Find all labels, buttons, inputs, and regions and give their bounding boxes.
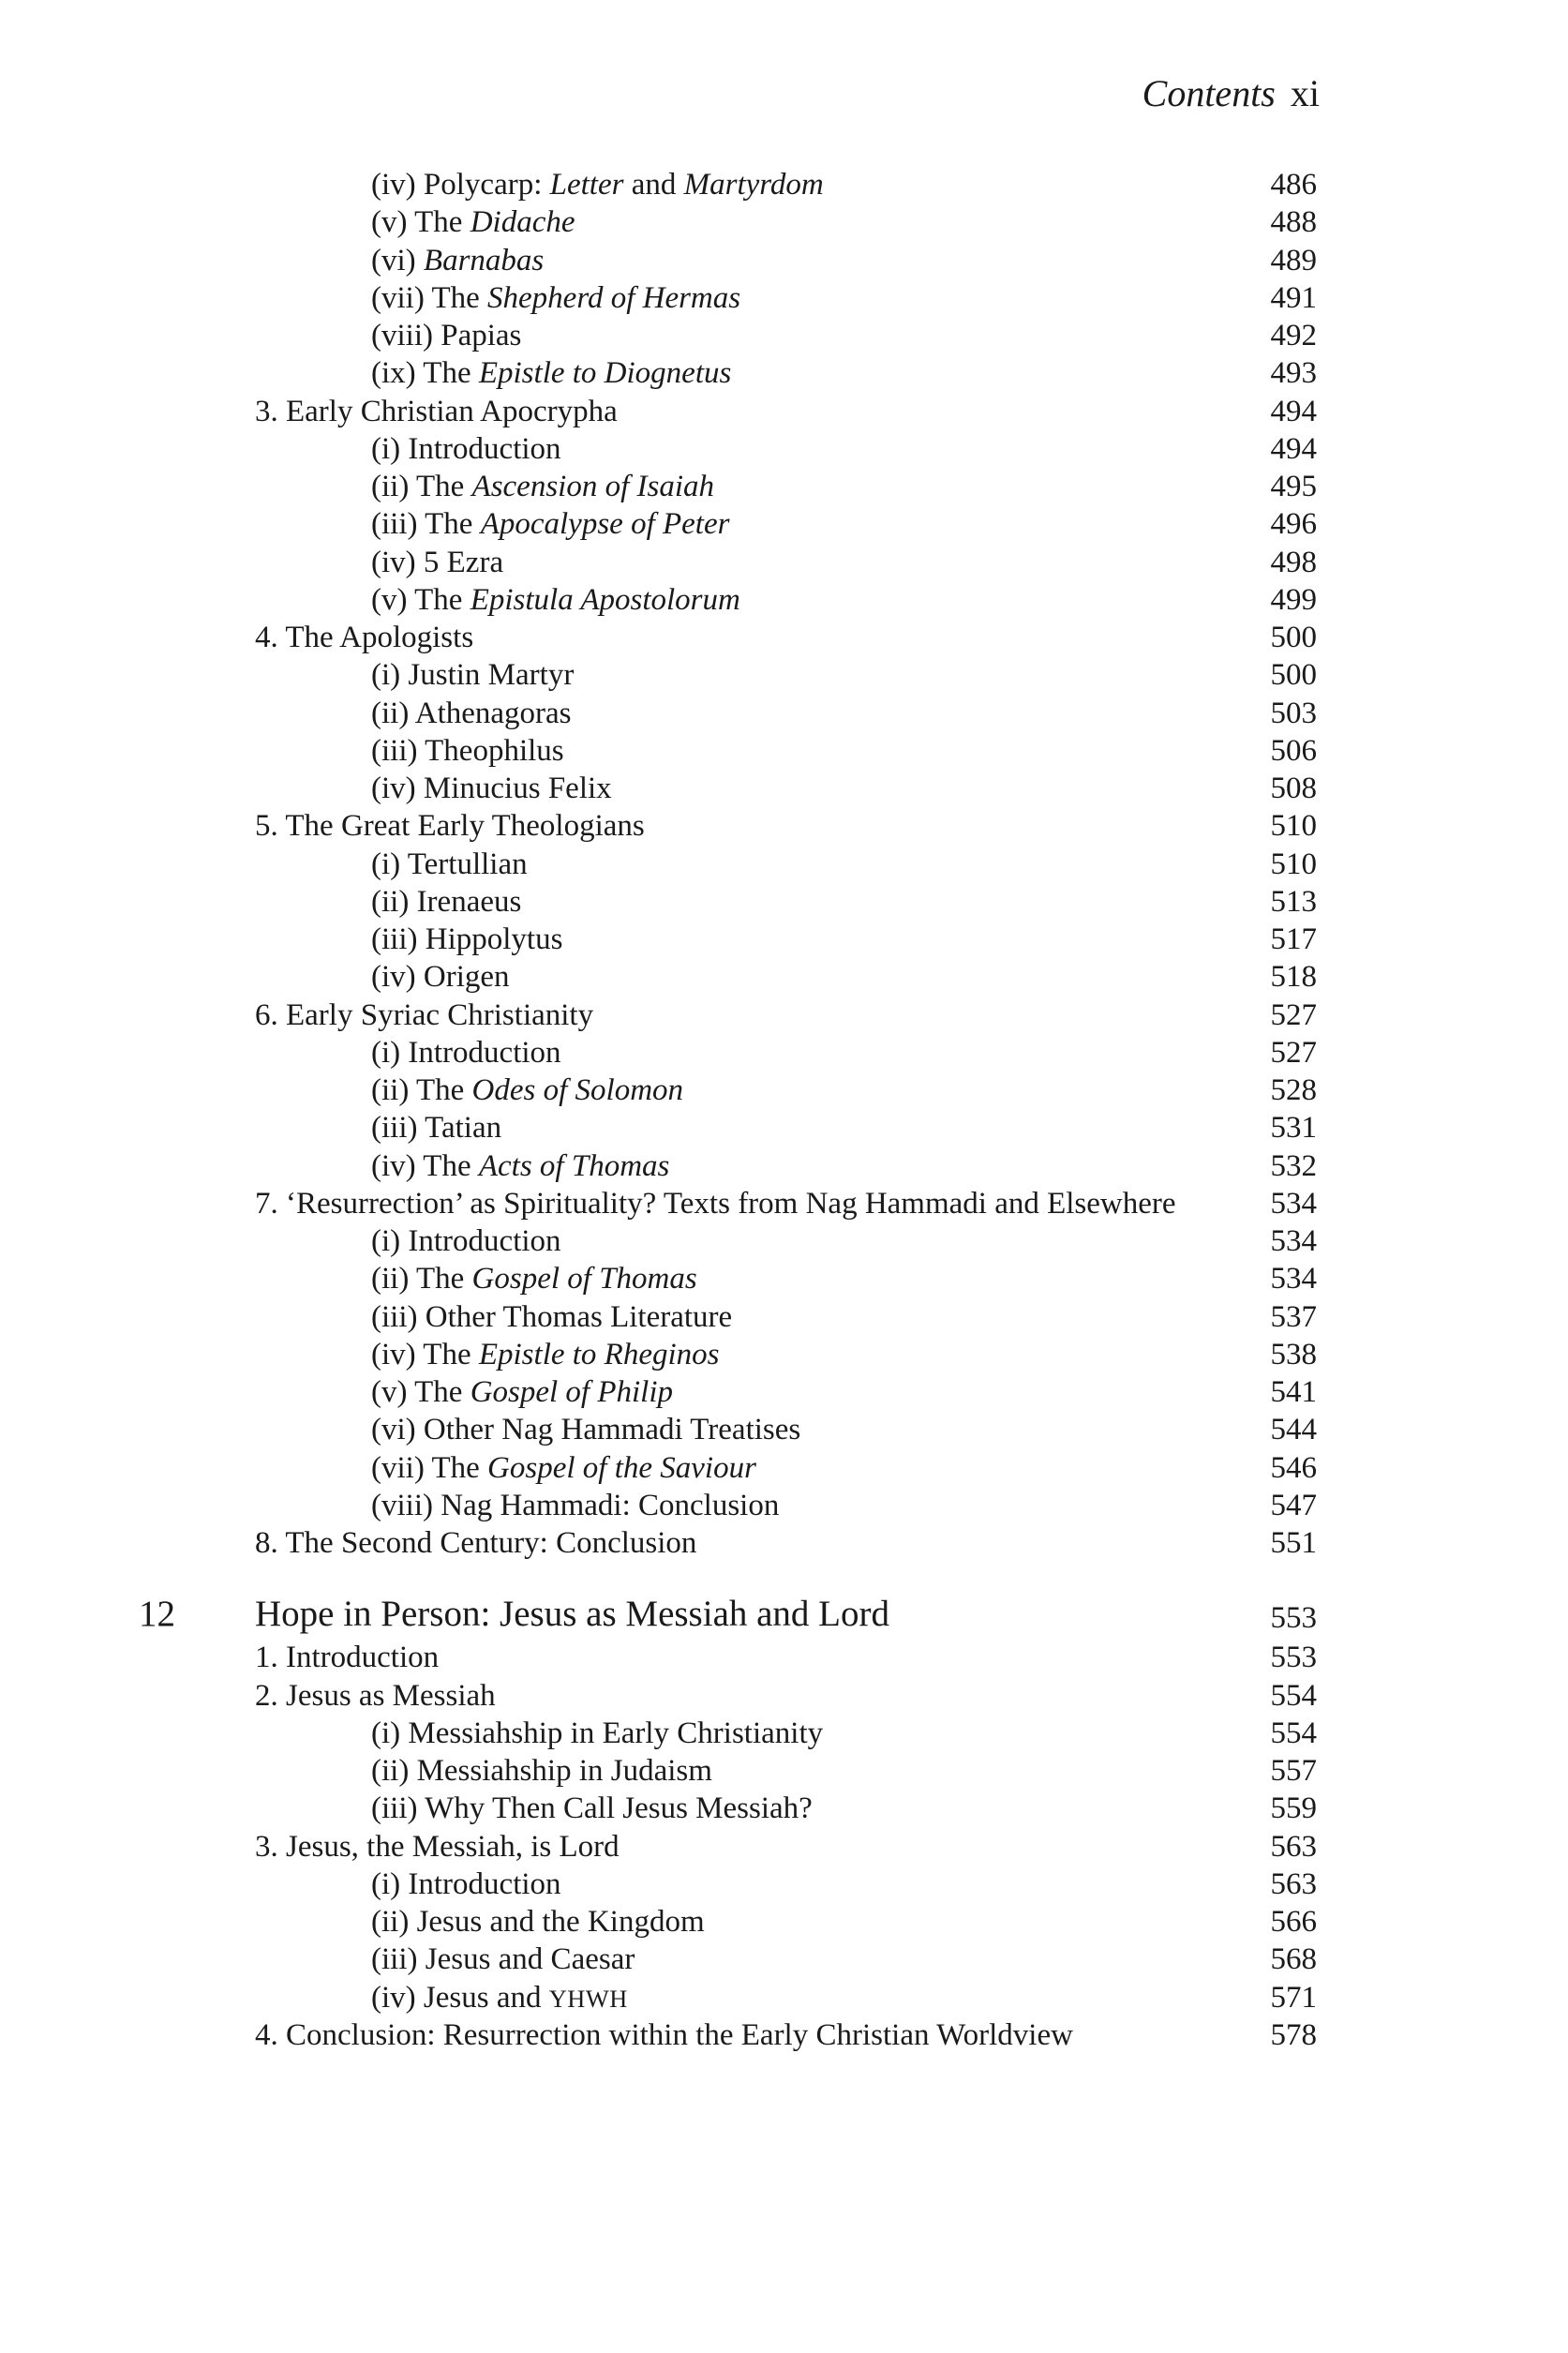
toc-page-number: 534 <box>1270 1262 1317 1296</box>
toc-page-number: 518 <box>1270 960 1317 995</box>
toc-entry-title <box>371 1903 705 1941</box>
toc-entry-title <box>371 354 731 392</box>
running-head <box>1142 71 1320 115</box>
toc-page-number: 510 <box>1270 809 1317 844</box>
toc-page-number: 546 <box>1270 1450 1317 1485</box>
toc-page-number: 492 <box>1270 319 1317 352</box>
title-segment: and <box>623 168 684 202</box>
toc-page-number: 494 <box>1270 394 1317 428</box>
toc-entry-title <box>371 883 521 921</box>
italic-title-segment: Acts of Thomas <box>478 1148 670 1183</box>
title-segment: (ix) The <box>371 356 479 391</box>
toc-entry-row <box>0 581 1568 619</box>
title-segment: (iv) The <box>371 1337 479 1371</box>
toc-page-number: 498 <box>1270 545 1317 579</box>
toc-entry-row <box>0 1790 1568 1827</box>
toc-entry-title <box>255 393 618 430</box>
title-segment: (v) The <box>371 582 470 617</box>
toc-entry-title <box>371 1487 779 1524</box>
toc-entry-row <box>0 1487 1568 1524</box>
toc-page-number: 500 <box>1270 621 1317 654</box>
title-segment: (i) Introduction <box>371 431 561 466</box>
title-segment: (ii) Messiahship in Judaism <box>371 1754 712 1788</box>
toc-page-number: 489 <box>1270 243 1317 277</box>
title-segment: (iii) Why Then Call Jesus Messiah? <box>371 1791 813 1826</box>
toc-page-number: 503 <box>1270 696 1317 730</box>
toc-entry-row <box>0 1147 1568 1185</box>
toc-entry-row <box>0 468 1568 505</box>
title-segment: (i) Introduction <box>371 1035 561 1070</box>
toc-page-number: 506 <box>1270 733 1317 768</box>
toc-page-number: 532 <box>1270 1148 1317 1183</box>
toc-entry-title <box>255 1677 496 1715</box>
toc-page-number: 554 <box>1270 1716 1317 1750</box>
title-segment: 4. Conclusion: Resurrection within the Early Christian Worldview <box>255 2017 1073 2052</box>
toc-page-number: 491 <box>1270 280 1317 315</box>
toc-entry-row <box>0 1715 1568 1752</box>
italic-title-segment: Gospel of the Saviour <box>487 1450 756 1485</box>
toc-page-number: 528 <box>1270 1073 1317 1107</box>
title-segment: (vii) The <box>371 280 488 315</box>
toc-entry-title <box>371 1752 712 1790</box>
chapter-title <box>255 1590 889 1639</box>
toc-entry-row <box>0 1298 1568 1336</box>
toc-entry-row <box>0 1260 1568 1297</box>
title-segment: 2. Jesus as Messiah <box>255 1678 496 1713</box>
title-segment: (i) Tertullian <box>371 847 528 881</box>
title-segment: 3. Early Christian Apocrypha <box>255 394 618 428</box>
toc-entry-title <box>371 1109 501 1147</box>
toc-entry-title <box>371 770 612 807</box>
title-segment: (vii) The <box>371 1450 488 1485</box>
toc-entry-row <box>0 166 1568 203</box>
toc-entry-row <box>0 242 1568 279</box>
title-segment: (iv) Origen <box>371 960 510 995</box>
toc-page-number: 559 <box>1270 1791 1317 1826</box>
title-segment: (v) The <box>371 205 470 240</box>
toc-page-number: 488 <box>1270 205 1317 240</box>
toc-chapter-row <box>0 1590 1568 1639</box>
toc-entry-title <box>371 846 528 883</box>
title-segment: (ii) Jesus and the Kingdom <box>371 1905 705 1939</box>
title-segment: (ii) Athenagoras <box>371 696 572 730</box>
italic-title-segment: Letter <box>549 168 624 202</box>
toc-entry-row <box>0 544 1568 581</box>
toc-entry-row <box>0 1828 1568 1866</box>
toc-entry-title <box>255 1524 696 1562</box>
toc-entry-title <box>371 1336 720 1373</box>
toc-entry-row <box>0 1072 1568 1109</box>
toc-entry-title <box>255 2016 1073 2054</box>
toc-entry-row <box>0 430 1568 468</box>
toc-entry-row <box>0 1185 1568 1222</box>
toc-entry-title <box>371 958 510 996</box>
title-segment: 7. ‘Resurrection’ as Spirituality? Texts from Nag Hammadi and Elsewhere <box>255 1186 1176 1221</box>
toc-entry-row <box>0 317 1568 354</box>
toc-entry-title <box>371 1790 813 1827</box>
toc-page-number: 566 <box>1270 1905 1317 1939</box>
toc-page-number: 578 <box>1270 2017 1317 2052</box>
toc-entry-title <box>371 468 714 505</box>
italic-title-segment: Epistle to Diognetus <box>478 356 732 391</box>
title-segment: (iii) Hippolytus <box>371 922 563 956</box>
toc-entry-row <box>0 2016 1568 2054</box>
toc-entry-title <box>371 732 564 770</box>
title-segment: (vi) Other Nag Hammadi Treatises <box>371 1413 801 1447</box>
toc-entry-title <box>371 166 824 203</box>
toc-page-number: 527 <box>1270 997 1317 1032</box>
toc-entry-row <box>0 1752 1568 1790</box>
toc-entry-title <box>371 656 574 694</box>
toc-entry-title <box>371 581 740 619</box>
toc-page-number: 538 <box>1270 1337 1317 1371</box>
title-segment: (iii) The <box>371 507 481 542</box>
toc-entry-title <box>371 544 503 581</box>
toc-page-number: 508 <box>1270 772 1317 805</box>
toc-entry-row <box>0 1411 1568 1448</box>
title-segment: (i) Messiahship in Early Christianity <box>371 1716 824 1750</box>
toc-entry-title <box>371 1715 823 1752</box>
toc-entry-title <box>371 505 729 543</box>
toc-entry-row <box>0 1524 1568 1562</box>
toc-page-number: 513 <box>1270 884 1317 919</box>
toc-entry-row <box>0 883 1568 921</box>
title-segment: (i) Introduction <box>371 1224 561 1258</box>
chapter-number: 12 <box>139 1594 175 1635</box>
toc-entry-title <box>255 997 593 1034</box>
toc-entry-title <box>371 1411 800 1448</box>
title-segment: (ii) The <box>371 470 472 503</box>
toc-entry-row <box>0 1677 1568 1715</box>
toc-page-number: 534 <box>1270 1224 1317 1258</box>
title-segment: (iv) Minucius Felix <box>371 772 612 805</box>
title-segment: (ii) Irenaeus <box>371 884 522 919</box>
toc-page-number: 493 <box>1270 356 1317 391</box>
toc-page-number: 494 <box>1270 431 1317 466</box>
toc-page-number: 496 <box>1270 507 1317 542</box>
italic-title-segment: Odes of Solomon <box>471 1073 684 1107</box>
toc-entry-row <box>0 1903 1568 1941</box>
toc-entry-row <box>0 203 1568 241</box>
title-segment: 1. Introduction <box>255 1641 440 1675</box>
title-segment: (i) Justin Martyr <box>371 658 575 693</box>
toc-entry-title <box>371 1034 561 1072</box>
toc-page-number: 554 <box>1270 1678 1317 1713</box>
toc-page-number: 537 <box>1270 1299 1317 1334</box>
toc-page-number: 544 <box>1270 1413 1317 1447</box>
title-segment: (iii) Other Thomas Literature <box>371 1299 733 1334</box>
toc-entry-row <box>0 1222 1568 1260</box>
toc-entry-title <box>371 1260 697 1297</box>
table-of-contents <box>0 166 1568 2054</box>
title-segment: 8. The Second Century: Conclusion <box>255 1526 697 1560</box>
title-segment: (iv) The <box>371 1148 479 1183</box>
italic-title-segment: Didache <box>470 205 575 240</box>
toc-entry-title <box>371 1222 561 1260</box>
title-segment: (iv) 5 Ezra <box>371 545 504 579</box>
toc-entry-title <box>371 695 572 732</box>
toc-page-number: 553 <box>1270 1601 1317 1636</box>
toc-entry-title <box>371 1866 561 1903</box>
toc-entry-row <box>0 393 1568 430</box>
toc-entry-row <box>0 1034 1568 1072</box>
toc-page-number: 553 <box>1270 1641 1317 1675</box>
toc-entry-row <box>0 354 1568 392</box>
toc-entry-row <box>0 505 1568 543</box>
toc-entry-row <box>0 656 1568 694</box>
toc-entry-title <box>371 1072 683 1109</box>
title-segment: 4. The Apologists <box>255 621 474 654</box>
title-segment: (ii) The <box>371 1262 472 1296</box>
italic-title-segment: Epistle to Rheginos <box>478 1337 720 1371</box>
toc-page-number: 568 <box>1270 1942 1317 1977</box>
running-head-page-number: xi <box>1290 72 1320 114</box>
toc-page-number: 500 <box>1270 658 1317 693</box>
toc-entry-row <box>0 1979 1568 2016</box>
toc-entry-title <box>371 1979 628 2017</box>
title-segment: (viii) Nag Hammadi: Conclusion <box>371 1488 780 1522</box>
toc-page-number: 563 <box>1270 1866 1317 1901</box>
title-segment: YHWH <box>548 1984 628 2013</box>
toc-entry-title <box>371 317 521 354</box>
toc-entry-row <box>0 807 1568 845</box>
italic-title-segment: Apocalypse of Peter <box>480 507 730 542</box>
toc-entry-title <box>371 1298 732 1336</box>
toc-entry-title <box>371 1941 635 1978</box>
title-segment: (iv) Polycarp: <box>371 168 550 202</box>
italic-title-segment: Ascension of Isaiah <box>471 470 715 503</box>
toc-entry-title <box>371 1373 673 1411</box>
title-segment: (iii) Tatian <box>371 1111 502 1146</box>
toc-entry-title <box>255 1828 620 1866</box>
title-segment: (v) The <box>371 1375 470 1409</box>
toc-page-number: 547 <box>1270 1488 1317 1522</box>
toc-entry-row <box>0 1639 1568 1676</box>
toc-entry-row <box>0 1449 1568 1487</box>
toc-entry-row <box>0 1109 1568 1147</box>
toc-entry-title <box>371 242 544 279</box>
title-segment: (i) Introduction <box>371 1866 561 1901</box>
title-segment: (iii) Jesus and Caesar <box>371 1942 635 1977</box>
toc-entry-row <box>0 770 1568 807</box>
toc-entry-row <box>0 921 1568 958</box>
italic-title-segment: Gospel of Thomas <box>471 1262 697 1296</box>
toc-page-number: 563 <box>1270 1829 1317 1864</box>
toc-entry-title <box>255 1639 439 1676</box>
title-segment: Hope in Person: Jesus as Messiah and Lord <box>255 1594 889 1635</box>
title-segment: (viii) Papias <box>371 319 522 352</box>
title-segment: (ii) The <box>371 1073 472 1107</box>
title-segment: 6. Early Syriac Christianity <box>255 997 594 1032</box>
toc-entry-row <box>0 958 1568 996</box>
toc-page-number: 510 <box>1270 847 1317 881</box>
toc-entry-row <box>0 732 1568 770</box>
italic-title-segment: Shepherd of Hermas <box>487 280 741 315</box>
italic-title-segment: Epistula Apostolorum <box>470 582 740 617</box>
italic-title-segment: Gospel of Philip <box>470 1375 674 1409</box>
toc-page-number: 517 <box>1270 922 1317 956</box>
toc-entry-row <box>0 279 1568 317</box>
title-segment: 5. The Great Early Theologians <box>255 809 645 844</box>
toc-entry-row <box>0 1941 1568 1978</box>
toc-page-number: 527 <box>1270 1035 1317 1070</box>
toc-entry-row <box>0 846 1568 883</box>
toc-entry-row <box>0 695 1568 732</box>
toc-entry-row <box>0 1373 1568 1411</box>
toc-page-number: 531 <box>1270 1111 1317 1146</box>
toc-entry-row <box>0 1866 1568 1903</box>
toc-entry-title <box>371 430 561 468</box>
toc-page-number: 557 <box>1270 1754 1317 1788</box>
toc-entry-row <box>0 997 1568 1034</box>
toc-entry-title <box>371 921 562 958</box>
italic-title-segment: Barnabas <box>423 243 545 277</box>
title-segment: (iv) Jesus and <box>371 1980 549 2015</box>
title-segment: (iii) Theophilus <box>371 733 564 768</box>
toc-entry-row <box>0 1336 1568 1373</box>
toc-page-number: 551 <box>1270 1526 1317 1560</box>
toc-entry-title <box>255 1185 1176 1222</box>
toc-entry-title <box>371 1147 669 1185</box>
toc-entry-title <box>255 619 473 656</box>
toc-page-number: 571 <box>1270 1980 1317 2015</box>
toc-entry-title <box>255 807 645 845</box>
toc-page-number: 541 <box>1270 1375 1317 1409</box>
toc-page-number: 495 <box>1270 470 1317 503</box>
toc-page-number: 486 <box>1270 168 1317 202</box>
italic-title-segment: Martyrdom <box>683 168 824 202</box>
toc-entry-row <box>0 619 1568 656</box>
toc-entry-title <box>371 279 740 317</box>
toc-entry-title <box>371 1449 756 1487</box>
toc-entry-title <box>371 203 575 241</box>
toc-page-number: 534 <box>1270 1186 1317 1221</box>
running-head-title: Contents <box>1142 72 1276 114</box>
title-segment: (vi) <box>371 243 424 277</box>
title-segment: 3. Jesus, the Messiah, is Lord <box>255 1829 620 1864</box>
toc-page-number: 499 <box>1270 582 1317 617</box>
